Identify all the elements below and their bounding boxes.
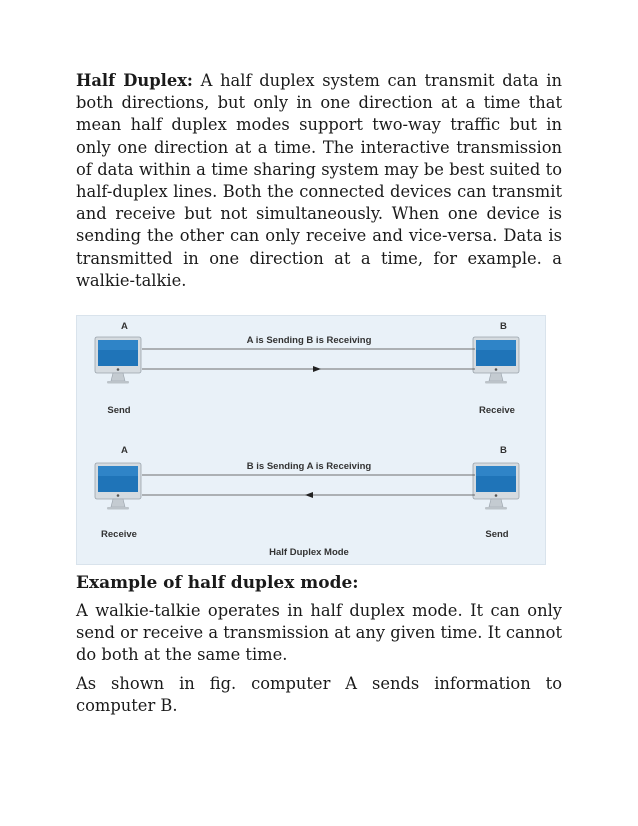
top-left-role: Send xyxy=(107,405,131,416)
half-duplex-definition xyxy=(76,70,562,292)
top-left-node-label: A xyxy=(121,321,128,332)
bottom-left-role: Receive xyxy=(101,529,137,540)
diagram-title: Half Duplex Mode xyxy=(269,547,349,558)
top-right-role: Receive xyxy=(479,405,515,416)
top-arrow-right-icon xyxy=(313,366,321,372)
example-paragraph: A walkie-talkie operates in half duplex mode. It can only send or receive a transmission at any given time. It cannot do both at the same time. xyxy=(76,601,562,665)
bottom-arrow-left-icon xyxy=(305,492,313,498)
top-left-computer-icon xyxy=(95,337,141,384)
top-caption: A is Sending B is Receiving xyxy=(246,335,372,346)
bottom-caption: B is Sending A is Receiving xyxy=(246,461,372,472)
half-duplex-text: A half duplex system can transmit data in both directions, but only in one direction at a time that mean half duplex modes support two-way traffic but in only one direction at a time. The interactive transmission of data within a time sharing system may be best suited to half-duplex lines. Both the connected devices can transmit and receive but not simultaneously. When one device is sending the other can only receive and vice-versa. Data is transmitted in one direction at a time, for example. a walkie-talkie. xyxy=(76,71,562,290)
half-duplex-diagram xyxy=(76,315,546,565)
bottom-left-node-label: A xyxy=(121,445,128,456)
bottom-right-node-label: B xyxy=(500,445,507,456)
example-heading: Example of half duplex mode: xyxy=(76,573,359,593)
top-right-computer-icon xyxy=(473,337,519,384)
diagram-svg xyxy=(77,316,547,566)
figure-reference-paragraph: As shown in fig. computer A sends information to computer B. xyxy=(76,674,562,716)
half-duplex-term: Half Duplex: xyxy=(76,71,193,90)
top-right-node-label: B xyxy=(500,321,507,332)
bottom-right-role: Send xyxy=(485,529,509,540)
bottom-left-computer-icon xyxy=(95,463,141,510)
bottom-right-computer-icon xyxy=(473,463,519,510)
